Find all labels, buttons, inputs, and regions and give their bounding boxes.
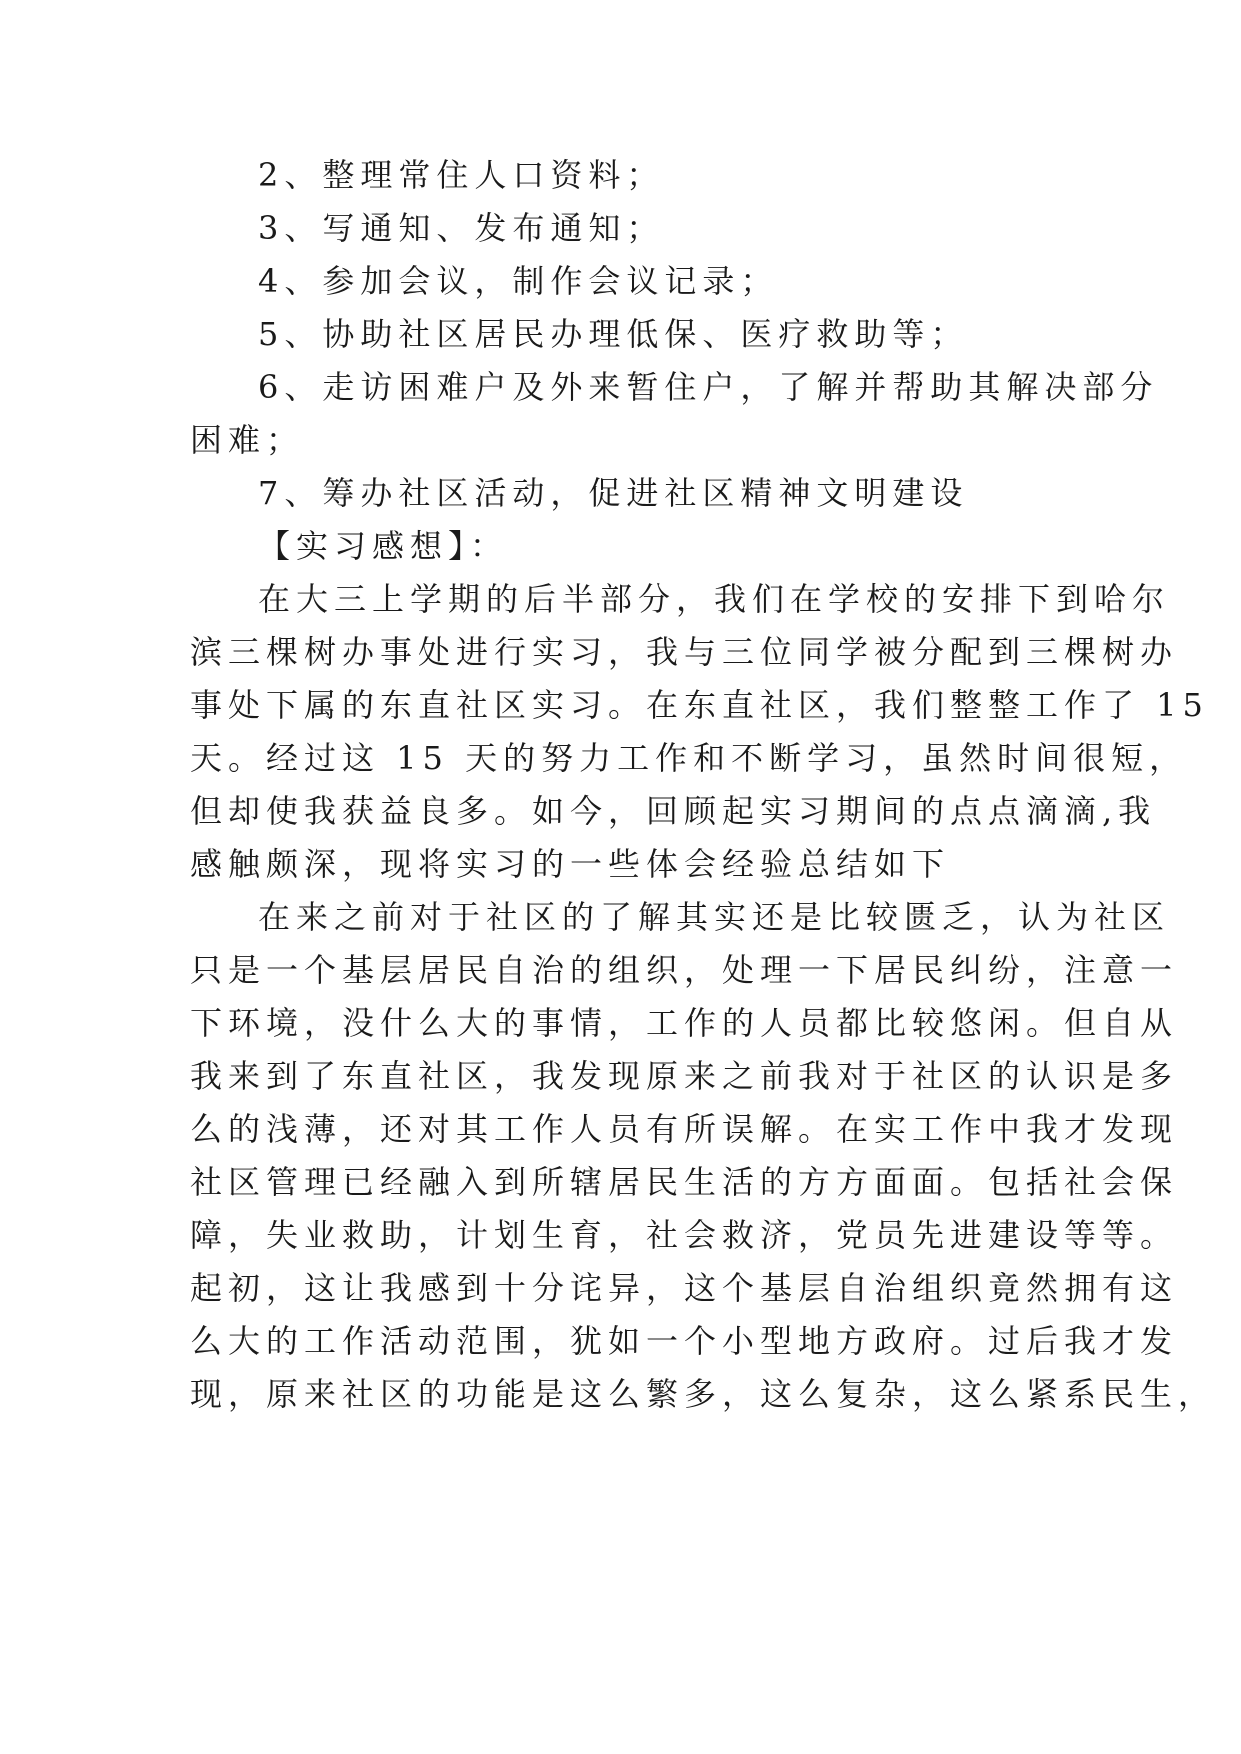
paragraph-2-line: 下环境，没什么大的事情，工作的人员都比较悠闲。但自从 [190, 1004, 1179, 1042]
paragraph-1-line: 滨三棵树办事处进行实习，我与三位同学被分配到三棵树办 [190, 633, 1179, 671]
list-item-6-line-1: 6、走访困难户及外来暂住户，了解并帮助其解决部分 [258, 368, 1159, 406]
paragraph-1-line: 感触颇深，现将实习的一些体会经验总结如下 [190, 845, 951, 883]
paragraph-1-line: 事处下属的东直社区实习。在东直社区，我们整整工作了 15 [190, 686, 1209, 724]
list-item-7: 7、筹办社区活动，促进社区精神文明建设 [258, 474, 969, 512]
paragraph-2-line: 么大的工作活动范围，犹如一个小型地方政府。过后我才发 [190, 1322, 1179, 1360]
paragraph-2-line: 么的浅薄，还对其工作人员有所误解。在实工作中我才发现 [190, 1110, 1179, 1148]
paragraph-2-line: 在来之前对于社区的了解其实还是比较匮乏，认为社区 [258, 898, 1171, 936]
paragraph-2-line: 起初，这让我感到十分诧异，这个基层自治组织竟然拥有这 [190, 1269, 1179, 1307]
paragraph-2-line: 现，原来社区的功能是这么繁多，这么复杂，这么紧系民生， [190, 1375, 1217, 1413]
paragraph-1-line: 在大三上学期的后半部分，我们在学校的安排下到哈尔 [258, 580, 1171, 618]
section-heading: 【实习感想】： [258, 527, 509, 565]
list-item-5: 5、协助社区居民办理低保、医疗救助等； [258, 315, 969, 353]
list-item-3: 3、写通知、发布通知； [258, 209, 665, 247]
paragraph-2-line: 社区管理已经融入到所辖居民生活的方方面面。包括社会保 [190, 1163, 1179, 1201]
list-item-6-line-2: 困难； [190, 421, 305, 459]
paragraph-1-line: 天。经过这 15 天的努力工作和不断学习，虽然时间很短， [190, 739, 1188, 777]
paragraph-2-line: 障，失业救助，计划生育，社会救济，党员先进建设等等。 [190, 1216, 1179, 1254]
list-item-4: 4、参加会议，制作会议记录； [258, 262, 779, 300]
paragraph-2-line: 只是一个基层居民自治的组织，处理一下居民纠纷，注意一 [190, 951, 1179, 989]
paragraph-1-line: 但却使我获益良多。如今，回顾起实习期间的点点滴滴,我 [190, 792, 1157, 830]
list-item-2: 2、整理常住人口资料； [258, 156, 665, 194]
paragraph-2-line: 我来到了东直社区，我发现原来之前我对于社区的认识是多 [190, 1057, 1179, 1095]
